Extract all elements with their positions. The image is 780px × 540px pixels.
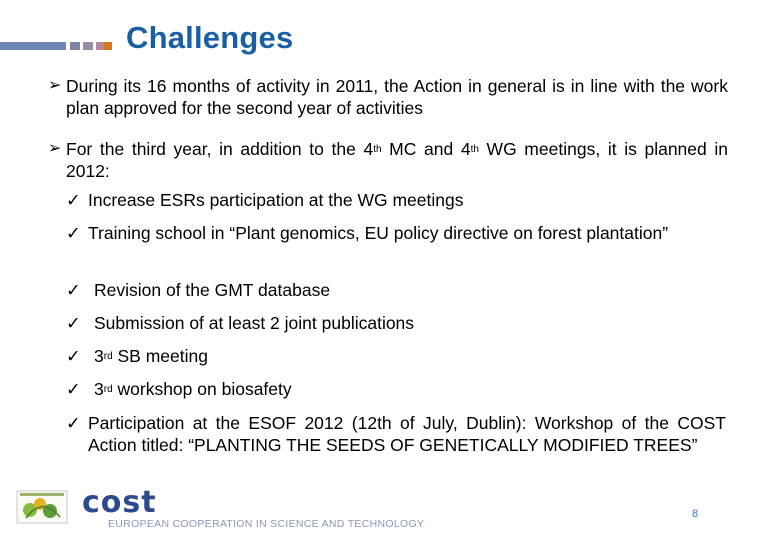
header-decor-block	[83, 42, 93, 50]
check-item	[66, 345, 726, 367]
check-item	[66, 412, 726, 456]
check-text: Training school in “Plant genomics, EU policy directive on forest plantation”	[88, 223, 669, 243]
checkmark-icon: ✓	[66, 379, 81, 399]
superscript: rd	[103, 384, 113, 395]
cost-logo-wordmark: cost	[82, 485, 157, 520]
bullet-item	[48, 138, 728, 182]
check-text: Submission of at least 2 joint publications	[94, 313, 415, 333]
check-text: Revision of the GMT database	[94, 280, 331, 300]
header-decor-block	[96, 42, 104, 50]
bullet-text: During its 16 months of activity in 2011, the Action in general is in line with the work plan approved for the second year of activities	[66, 76, 728, 118]
bullet-item	[48, 75, 728, 119]
checkmark-icon: ✓	[66, 223, 81, 243]
check-item	[66, 279, 726, 301]
check-item	[66, 189, 726, 211]
check-text-part: workshop on biosafety	[112, 379, 292, 399]
cost-tagline: EUROPEAN COOPERATION IN SCIENCE AND TECHNOLOGY	[108, 518, 425, 530]
superscript: rd	[103, 351, 113, 362]
header-decor-bar	[0, 42, 66, 50]
slide-title: Challenges	[126, 20, 294, 55]
checkmark-icon: ✓	[66, 313, 81, 333]
bullet-text-part: For the third year, in addition to the 4	[66, 139, 374, 159]
arrow-bullet-icon: ➢	[48, 140, 62, 157]
bullet-text-part: MC and 4	[381, 139, 471, 159]
page-number: 8	[692, 508, 699, 520]
superscript: th	[470, 144, 479, 155]
check-text: Participation at the ESOF 2012 (12th of July, Dublin): Workshop of the COST Action titled: “PLANTING THE SEEDS OF GENETICALLY MODIFIED TREES”	[88, 413, 726, 455]
check-text-part: SB meeting	[112, 346, 208, 366]
check-text	[94, 345, 726, 367]
checkmark-icon: ✓	[66, 280, 81, 300]
checkmark-icon: ✓	[66, 346, 81, 366]
arrow-bullet-icon: ➢	[48, 77, 62, 94]
cost-logo	[82, 485, 425, 530]
bullet-text-part: WG meetings, it is planned in 2012:	[66, 139, 728, 181]
ordinal-number: 3	[94, 379, 104, 399]
action-logo-icon	[16, 490, 68, 524]
check-item	[66, 378, 726, 400]
checkmark-icon: ✓	[66, 413, 81, 433]
check-item	[66, 222, 726, 244]
header-decor-accent	[104, 42, 112, 50]
check-text: Increase ESRs participation at the WG meetings	[88, 190, 464, 210]
superscript: th	[373, 144, 382, 155]
check-text	[94, 378, 726, 400]
checkmark-icon: ✓	[66, 190, 81, 210]
ordinal-number: 3	[94, 346, 104, 366]
bullet-text	[66, 138, 728, 182]
header-decor-block	[70, 42, 80, 50]
check-item	[66, 312, 726, 334]
